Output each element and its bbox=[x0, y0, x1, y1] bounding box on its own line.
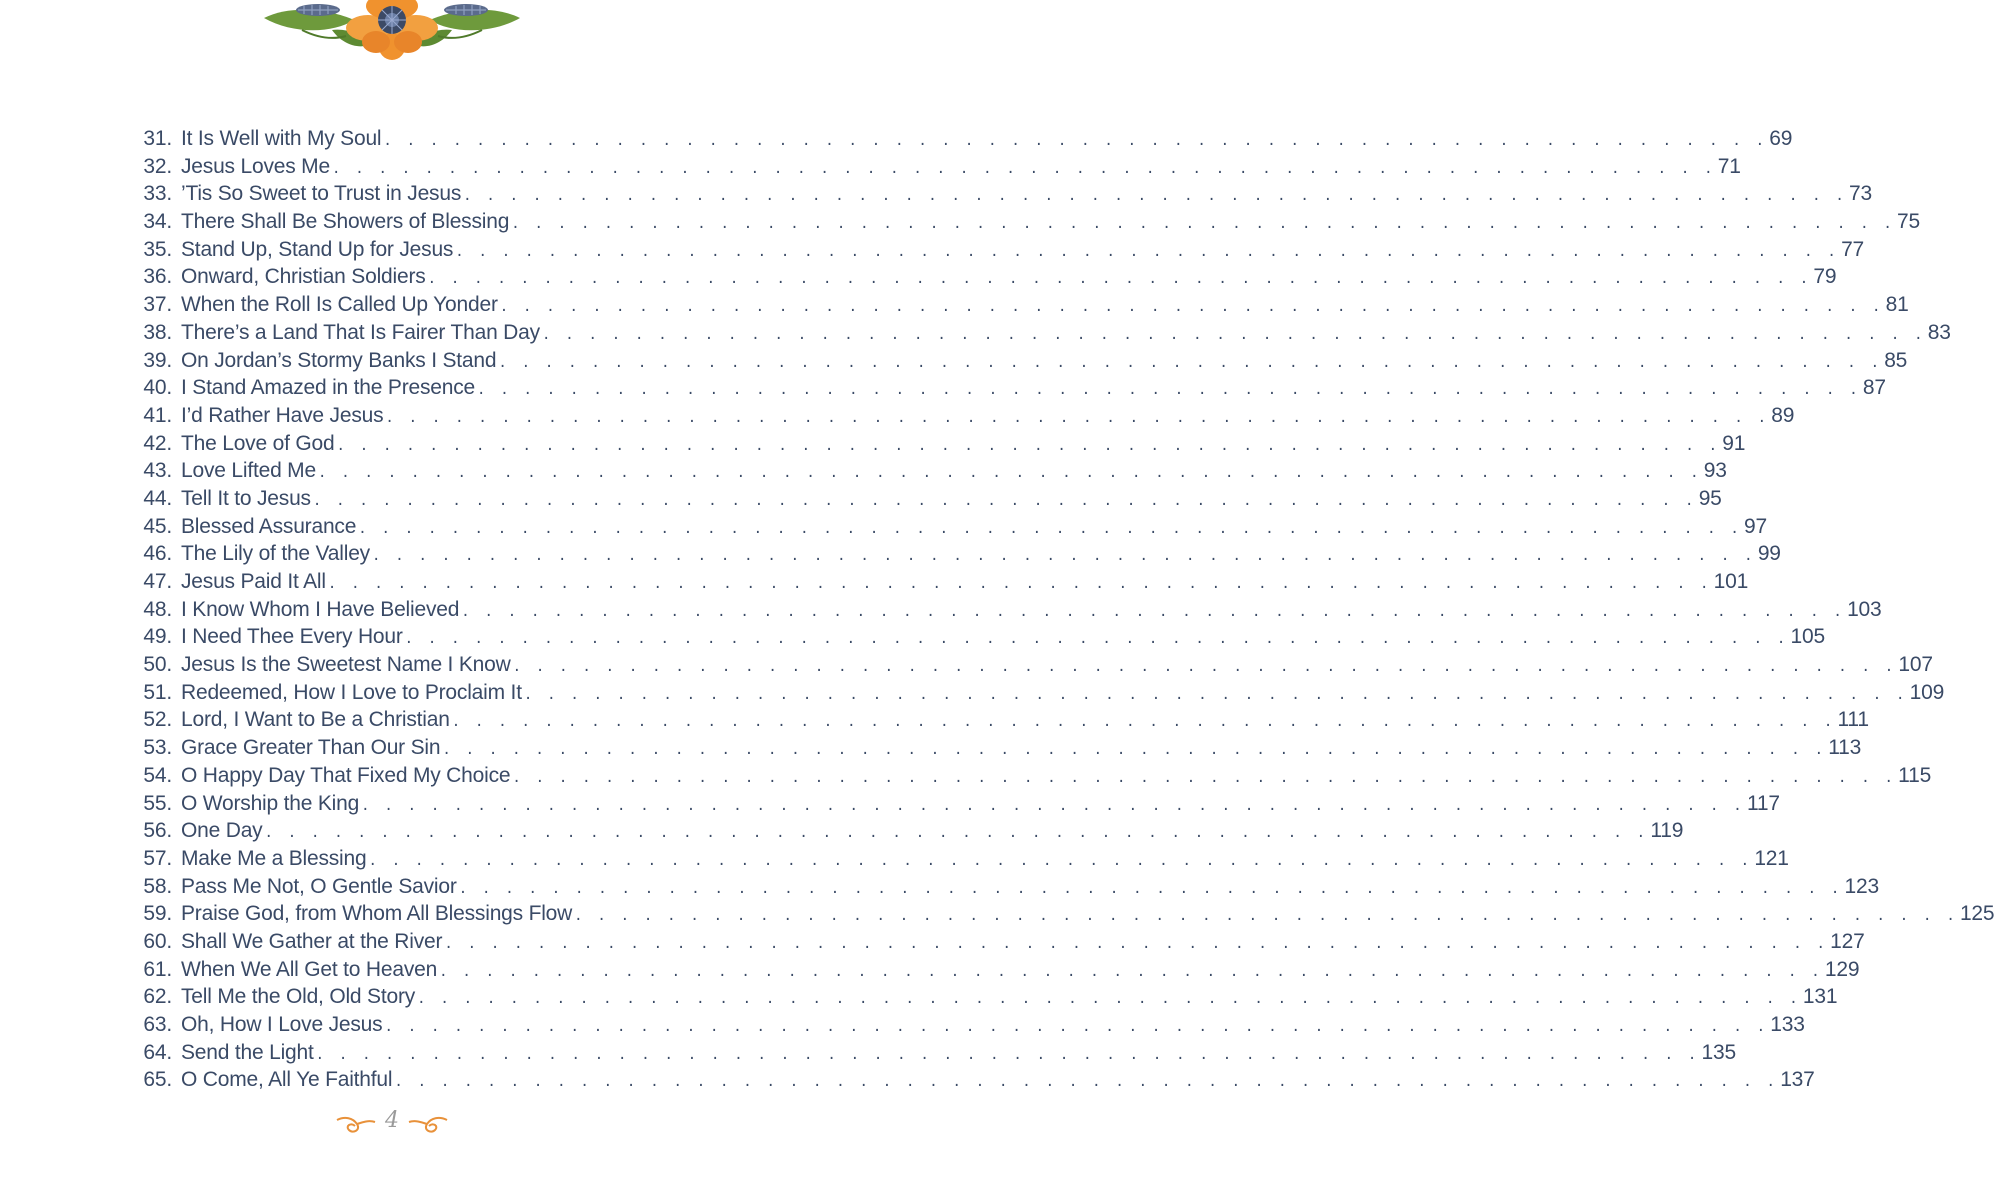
entry-page: 131 bbox=[1802, 985, 1838, 1009]
dot-leader: . . . . . . . . . . . . . . . . . . . . . . . . . . . . . . . . . . . . . . . . . . . . . . . . . . . . . . . . . . . . bbox=[385, 409, 1770, 426]
entry-page: 107 bbox=[1898, 653, 1933, 677]
entry-page: 135 bbox=[1701, 1040, 1736, 1064]
entry-title: When We All Get to Heaven bbox=[181, 957, 438, 981]
toc-entry bbox=[130, 734, 1862, 762]
dot-leader: . . . . . . . . . . . . . . . . . . . . . . . . . . . . . . . . . . . . . . . . . . . . . . . . . . . . . . . . . . . . bbox=[512, 769, 1897, 786]
toc-entry bbox=[130, 402, 1795, 430]
entry-title: Shall We Gather at the River bbox=[181, 929, 443, 953]
page-folio bbox=[335, 1108, 449, 1138]
entry-number: 60. bbox=[143, 929, 172, 953]
entry-page: 79 bbox=[1813, 265, 1837, 289]
entry-page: 91 bbox=[1722, 431, 1746, 455]
dot-leader: . . . . . . . . . . . . . . . . . . . . . . . . . . . . . . . . . . . . . . . . . . . . . . . . . . . . . . . . . . . . bbox=[327, 576, 1712, 592]
entry-number: 32. bbox=[143, 154, 172, 178]
toc-entry bbox=[130, 873, 1879, 901]
entry-page: 81 bbox=[1885, 293, 1909, 317]
entry-title: Make Me a Blessing bbox=[181, 846, 367, 870]
entry-page: 125 bbox=[1959, 902, 1994, 926]
entry-number: 65. bbox=[143, 1068, 172, 1092]
entry-number: 46. bbox=[143, 542, 172, 566]
toc-entry bbox=[130, 706, 1869, 734]
toc-entry bbox=[130, 319, 1951, 347]
dot-leader: . . . . . . . . . . . . . . . . . . . . . . . . . . . . . . . . . . . . . . . . . . . . . . . . . . . . . . . . . . . . bbox=[358, 520, 1743, 537]
entry-title: I Know Whom I Have Believed bbox=[181, 597, 460, 621]
entry-number: 41. bbox=[143, 403, 172, 427]
toc-entry bbox=[130, 1066, 1815, 1094]
dot-leader: . . . . . . . . . . . . . . . . . . . . . . . . . . . . . . . . . . . . . . . . . . . . . . . . . . . . . . . . . . . . bbox=[371, 548, 1756, 565]
toc-entry bbox=[130, 513, 1767, 541]
floral-ornament-icon bbox=[262, 0, 522, 62]
entry-page: 97 bbox=[1744, 514, 1767, 538]
entry-page: 87 bbox=[1862, 376, 1886, 400]
entry-number: 33. bbox=[143, 182, 172, 206]
entry-title: Send the Light bbox=[181, 1040, 314, 1064]
entry-page: 99 bbox=[1757, 542, 1781, 566]
entry-title: O Worship the King bbox=[181, 791, 360, 815]
entry-title: Tell It to Jesus bbox=[181, 486, 311, 510]
toc-entry bbox=[130, 762, 1932, 790]
toc-entry bbox=[130, 347, 1908, 375]
entry-title: There’s a Land That Is Fairer Than Day bbox=[181, 320, 540, 344]
dot-leader: . . . . . . . . . . . . . . . . . . . . . . . . . . . . . . . . . . . . . . . . . . . . . . . . . . . . . . . . . . . . bbox=[458, 880, 1843, 897]
entry-title: Onward, Christian Soldiers bbox=[181, 265, 426, 289]
toc-entry bbox=[130, 374, 1886, 402]
entry-page: 95 bbox=[1698, 486, 1722, 510]
entry-number: 62. bbox=[143, 985, 172, 1009]
entry-page: 123 bbox=[1844, 874, 1879, 898]
entry-title: Pass Me Not, O Gentle Savior bbox=[181, 874, 457, 898]
dot-leader: . . . . . . . . . . . . . . . . . . . . . . . . . . . . . . . . . . . . . . . . . . . . . . . . . . . . . . . . . . . . bbox=[394, 1074, 1779, 1091]
toc-entry bbox=[130, 983, 1838, 1011]
entry-number: 45. bbox=[143, 514, 172, 538]
entry-number: 38. bbox=[143, 320, 172, 344]
dot-leader: . . . . . . . . . . . . . . . . . . . . . . . . . . . . . . . . . . . . . . . . . . . . . . . . . . . . . . . . . . . . bbox=[499, 299, 1884, 316]
entry-page: 117 bbox=[1746, 791, 1780, 815]
dot-leader: . . . . . . . . . . . . . . . . . . . . . . . . . . . . . . . . . . . . . . . . . . . . . . . . . . . . . . . . . . . . bbox=[498, 354, 1883, 371]
entry-number: 61. bbox=[143, 957, 172, 981]
toc-entry bbox=[130, 956, 1860, 984]
dot-leader: . . . . . . . . . . . . . . . . . . . . . . . . . . . . . . . . . . . . . . . . . . . . . . . . . . . . . . . . . . . . bbox=[541, 326, 1926, 343]
table-of-contents bbox=[130, 125, 1994, 1094]
entry-number: 50. bbox=[143, 653, 172, 677]
entry-page: 137 bbox=[1780, 1068, 1815, 1092]
toc-entry bbox=[130, 291, 1909, 319]
dot-leader: . . . . . . . . . . . . . . . . . . . . . . . . . . . . . . . . . . . . . . . . . . . . . . . . . . . . . . . . . . . . bbox=[331, 160, 1716, 177]
entry-title: There Shall Be Showers of Blessing bbox=[181, 210, 510, 234]
toc-entry bbox=[130, 596, 1882, 624]
toc-entry bbox=[130, 236, 1865, 264]
dot-leader: . . . . . . . . . . . . . . . . . . . . . . . . . . . . . . . . . . . . . . . . . . . . . . . . . . . . . . . . . . . . bbox=[384, 1019, 1769, 1035]
dot-leader: . . . . . . . . . . . . . . . . . . . . . . . . . . . . . . . . . . . . . . . . . . . . . . . . . . . . . . . . . . . . bbox=[317, 465, 1702, 482]
entry-title: Redeemed, How I Love to Proclaim It bbox=[181, 680, 522, 704]
dot-leader: . . . . . . . . . . . . . . . . . . . . . . . . . . . . . . . . . . . . . . . . . . . . . . . . . . . . . . . . . . . . bbox=[574, 908, 1958, 925]
entry-title: Praise God, from Whom All Blessings Flow bbox=[181, 902, 573, 926]
dot-leader: . . . . . . . . . . . . . . . . . . . . . . . . . . . . . . . . . . . . . . . . . . . . . . . . . . . . . . . . . . . . bbox=[439, 963, 1823, 980]
entry-number: 31. bbox=[143, 127, 172, 150]
entry-page: 71 bbox=[1717, 154, 1741, 178]
entry-number: 58. bbox=[143, 874, 172, 898]
entry-page: 103 bbox=[1847, 597, 1882, 621]
entry-page: 83 bbox=[1927, 320, 1951, 344]
toc-entry bbox=[130, 457, 1727, 485]
entry-number: 54. bbox=[143, 763, 172, 787]
entry-page: 115 bbox=[1898, 763, 1932, 787]
toc-entry bbox=[130, 125, 1793, 153]
toc-entry bbox=[130, 928, 1865, 956]
entry-number: 37. bbox=[143, 293, 172, 317]
dot-leader: . . . . . . . . . . . . . . . . . . . . . . . . . . . . . . . . . . . . . . . . . . . . . . . . . . . . . . . . . . . . bbox=[315, 1046, 1700, 1063]
dot-leader: . . . . . . . . . . . . . . . . . . . . . . . . . . . . . . . . . . . . . . . . . . . . . . . . . . . . . . . . . . . . bbox=[336, 437, 1721, 454]
entry-title: Jesus Loves Me bbox=[181, 154, 330, 178]
entry-page: 73 bbox=[1848, 182, 1872, 206]
dot-leader: . . . . . . . . . . . . . . . . . . . . . . . . . . . . . . . . . . . . . . . . . . . . . . . . . . . . . . . . . . . . bbox=[451, 714, 1836, 731]
toc-entry bbox=[130, 790, 1780, 818]
entry-title: O Come, All Ye Faithful bbox=[181, 1068, 393, 1092]
entry-page: 75 bbox=[1897, 210, 1921, 234]
entry-title: The Lily of the Valley bbox=[181, 542, 370, 566]
entry-page: 121 bbox=[1754, 846, 1789, 870]
toc-entry bbox=[130, 900, 1994, 928]
entry-number: 48. bbox=[143, 597, 172, 621]
entry-title: When the Roll Is Called Up Yonder bbox=[181, 293, 498, 317]
dot-leader: . . . . . . . . . . . . . . . . . . . . . . . . . . . . . . . . . . . . . . . . . . . . . . . . . . . . . . . . . . . . bbox=[383, 133, 1768, 149]
toc-entry bbox=[130, 485, 1722, 513]
entry-title: On Jordan’s Stormy Banks I Stand bbox=[181, 348, 497, 372]
entry-page: 89 bbox=[1771, 403, 1795, 427]
dot-leader: . . . . . . . . . . . . . . . . . . . . . . . . . . . . . . . . . . . . . . . . . . . . . . . . . . . . . . . . . . . . bbox=[427, 271, 1812, 288]
entry-title: O Happy Day That Fixed My Choice bbox=[181, 763, 511, 787]
dot-leader: . . . . . . . . . . . . . . . . . . . . . . . . . . . . . . . . . . . . . . . . . . . . . . . . . . . . . . . . . . . . bbox=[511, 216, 1896, 233]
entry-title: Jesus Paid It All bbox=[181, 570, 326, 593]
entry-page: 93 bbox=[1703, 459, 1727, 483]
dot-leader: . . . . . . . . . . . . . . . . . . . . . . . . . . . . . . . . . . . . . . . . . . . . . . . . . . . . . . . . . . . . bbox=[264, 825, 1649, 842]
entry-number: 44. bbox=[143, 486, 172, 510]
page-number: 4 bbox=[385, 1108, 399, 1133]
toc-entry bbox=[130, 817, 1684, 845]
entry-page: 85 bbox=[1884, 348, 1908, 372]
entry-number: 34. bbox=[143, 210, 172, 234]
entry-title: I’d Rather Have Jesus bbox=[181, 403, 384, 427]
entry-title: The Love of God bbox=[181, 431, 335, 455]
dot-leader: . . . . . . . . . . . . . . . . . . . . . . . . . . . . . . . . . . . . . . . . . . . . . . . . . . . . . . . . . . . . bbox=[417, 991, 1801, 1008]
entry-title: Blessed Assurance bbox=[181, 514, 357, 538]
entry-number: 40. bbox=[143, 376, 172, 400]
entry-number: 35. bbox=[143, 237, 172, 261]
dot-leader: . . . . . . . . . . . . . . . . . . . . . . . . . . . . . . . . . . . . . . . . . . . . . . . . . . . . . . . . . . . . bbox=[312, 492, 1697, 509]
toc-entry bbox=[130, 430, 1746, 458]
toc-entry bbox=[130, 208, 1921, 236]
entry-number: 59. bbox=[143, 902, 172, 926]
entry-number: 53. bbox=[143, 736, 172, 760]
entry-number: 55. bbox=[143, 791, 172, 815]
dot-leader: . . . . . . . . . . . . . . . . . . . . . . . . . . . . . . . . . . . . . . . . . . . . . . . . . . . . . . . . . . . . bbox=[463, 188, 1847, 205]
entry-number: 42. bbox=[143, 431, 172, 455]
entry-page: 77 bbox=[1841, 237, 1865, 261]
entry-page: 105 bbox=[1790, 625, 1825, 649]
toc-entry bbox=[130, 651, 1933, 679]
entry-number: 51. bbox=[143, 680, 172, 704]
toc-entry bbox=[130, 153, 1741, 181]
entry-number: 49. bbox=[143, 625, 172, 649]
entry-page: 69 bbox=[1769, 127, 1793, 150]
toc-entry bbox=[130, 1039, 1736, 1067]
toc-entry bbox=[130, 845, 1789, 873]
toc-entry bbox=[130, 180, 1872, 208]
toc-entry bbox=[130, 540, 1781, 568]
entry-page: 101 bbox=[1713, 570, 1749, 593]
dot-leader: . . . . . . . . . . . . . . . . . . . . . . . . . . . . . . . . . . . . . . . . . . . . . . . . . . . . . . . . . . . . bbox=[442, 742, 1827, 759]
toc-entry bbox=[130, 1011, 1805, 1039]
entry-title: One Day bbox=[181, 819, 263, 843]
dot-leader: . . . . . . . . . . . . . . . . . . . . . . . . . . . . . . . . . . . . . . . . . . . . . . . . . . . . . . . . . . . . bbox=[523, 686, 1908, 703]
entry-page: 111 bbox=[1837, 708, 1869, 732]
entry-page: 109 bbox=[1909, 680, 1945, 704]
entry-title: Love Lifted Me bbox=[181, 459, 316, 483]
entry-page: 119 bbox=[1650, 819, 1684, 843]
dot-leader: . . . . . . . . . . . . . . . . . . . . . . . . . . . . . . . . . . . . . . . . . . . . . . . . . . . . . . . . . . . . bbox=[361, 797, 1745, 814]
toc-entry bbox=[130, 623, 1825, 651]
entry-page: 113 bbox=[1828, 736, 1862, 760]
entry-title: I Stand Amazed in the Presence bbox=[181, 376, 476, 400]
dot-leader: . . . . . . . . . . . . . . . . . . . . . . . . . . . . . . . . . . . . . . . . . . . . . . . . . . . . . . . . . . . . bbox=[404, 631, 1789, 648]
dot-leader: . . . . . . . . . . . . . . . . . . . . . . . . . . . . . . . . . . . . . . . . . . . . . . . . . . . . . . . . . . . . bbox=[368, 852, 1753, 869]
entry-title: Grace Greater Than Our Sin bbox=[181, 736, 441, 760]
dot-leader: . . . . . . . . . . . . . . . . . . . . . . . . . . . . . . . . . . . . . . . . . . . . . . . . . . . . . . . . . . . . bbox=[461, 603, 1846, 620]
entry-page: 133 bbox=[1770, 1013, 1805, 1036]
entry-title: Lord, I Want to Be a Christian bbox=[181, 708, 450, 732]
entry-number: 47. bbox=[143, 570, 172, 593]
toc-entry bbox=[130, 679, 1945, 707]
dot-leader: . . . . . . . . . . . . . . . . . . . . . . . . . . . . . . . . . . . . . . . . . . . . . . . . . . . . . . . . . . . . bbox=[512, 659, 1897, 676]
entry-title: Jesus Is the Sweetest Name I Know bbox=[181, 653, 511, 677]
dot-leader: . . . . . . . . . . . . . . . . . . . . . . . . . . . . . . . . . . . . . . . . . . . . . . . . . . . . . . . . . . . . bbox=[455, 243, 1840, 260]
entry-title: Oh, How I Love Jesus bbox=[181, 1013, 383, 1036]
entry-title: It Is Well with My Soul bbox=[181, 127, 382, 150]
dot-leader: . . . . . . . . . . . . . . . . . . . . . . . . . . . . . . . . . . . . . . . . . . . . . . . . . . . . . . . . . . . . bbox=[444, 935, 1829, 952]
entry-title: ’Tis So Sweet to Trust in Jesus bbox=[181, 182, 462, 206]
entry-number: 39. bbox=[143, 348, 172, 372]
entry-page: 127 bbox=[1830, 929, 1865, 953]
entry-title: Stand Up, Stand Up for Jesus bbox=[181, 237, 454, 261]
entry-page: 129 bbox=[1824, 957, 1860, 981]
entry-number: 57. bbox=[143, 846, 172, 870]
entry-number: 56. bbox=[143, 819, 172, 843]
entry-title: I Need Thee Every Hour bbox=[181, 625, 403, 649]
entry-number: 43. bbox=[143, 459, 172, 483]
entry-number: 36. bbox=[143, 265, 172, 289]
entry-title: Tell Me the Old, Old Story bbox=[181, 985, 416, 1009]
toc-entry bbox=[130, 568, 1749, 596]
entry-number: 64. bbox=[143, 1040, 172, 1064]
toc-entry bbox=[130, 263, 1837, 291]
entry-number: 63. bbox=[143, 1013, 172, 1036]
dot-leader: . . . . . . . . . . . . . . . . . . . . . . . . . . . . . . . . . . . . . . . . . . . . . . . . . . . . . . . . . . . . bbox=[477, 382, 1861, 399]
entry-number: 52. bbox=[143, 708, 172, 732]
